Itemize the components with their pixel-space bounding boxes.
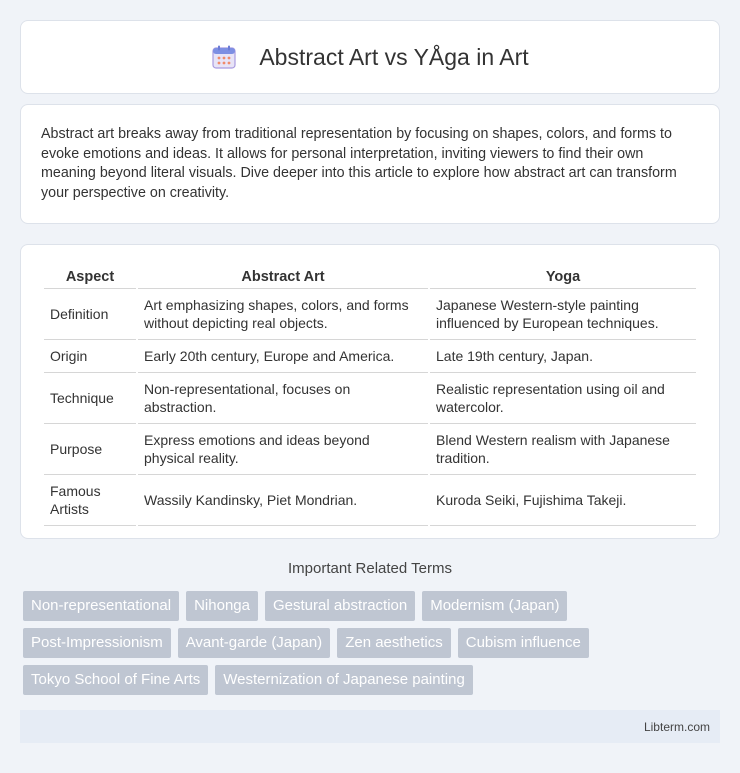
related-terms-tags (23, 591, 723, 702)
title-card (20, 20, 720, 94)
header-yoga: Yoga (430, 265, 696, 289)
row-abstract-art: Non-representational, focuses on abstraction. (138, 373, 428, 424)
row-yoga: Kuroda Seiki, Fujishima Takeji. (430, 475, 696, 526)
tag-item[interactable]: Nihonga (186, 591, 258, 621)
tag-item[interactable]: Cubism influence (458, 628, 589, 658)
page-title-text: Abstract Art vs YÅga in Art (259, 43, 529, 70)
tag-item[interactable]: Non-representational (23, 591, 179, 621)
footer-brand[interactable]: Libterm.com (643, 719, 710, 734)
table-row (44, 424, 696, 475)
tag-item[interactable]: Zen aesthetics (337, 628, 451, 658)
row-aspect: Famous Artists (44, 475, 136, 526)
row-aspect: Definition (44, 289, 136, 340)
table-header-row (44, 265, 696, 289)
calendar-icon (211, 44, 237, 70)
row-aspect: Origin (44, 340, 136, 373)
row-yoga: Realistic representation using oil and watercolor. (430, 373, 696, 424)
tag-item[interactable]: Westernization of Japanese painting (215, 665, 473, 695)
row-yoga: Japanese Western-style painting influenced by European techniques. (430, 289, 696, 340)
page-title (211, 44, 528, 71)
tag-item[interactable]: Tokyo School of Fine Arts (23, 665, 208, 695)
row-abstract-art: Express emotions and ideas beyond physical reality. (138, 424, 428, 475)
row-aspect: Purpose (44, 424, 136, 475)
row-yoga: Blend Western realism with Japanese tradition. (430, 424, 696, 475)
row-abstract-art: Art emphasizing shapes, colors, and forms without depicting real objects. (138, 289, 428, 340)
comparison-table (42, 265, 698, 526)
intro-text: Abstract art breaks away from traditional representation by focusing on shapes, colors, and forms to evoke emotions and ideas. It allows for personal interpretation, inviting viewers to find their own meaning beyond literal visuals. Dive deeper into this article to explore how abstract art can transform your perspective on creativity. (41, 126, 677, 201)
table-row (44, 289, 696, 340)
related-terms-title: Important Related Terms (288, 560, 452, 577)
header-aspect: Aspect (44, 265, 136, 289)
header-abstract-art: Abstract Art (138, 265, 428, 289)
tag-item[interactable]: Modernism (Japan) (422, 591, 567, 621)
footer (20, 710, 720, 743)
tag-item[interactable]: Gestural abstraction (265, 591, 415, 621)
row-abstract-art: Early 20th century, Europe and America. (138, 340, 428, 373)
row-aspect: Technique (44, 373, 136, 424)
tag-item[interactable]: Avant-garde (Japan) (178, 628, 330, 658)
tag-item[interactable]: Post-Impressionism (23, 628, 171, 658)
table-row (44, 475, 696, 526)
intro-card (20, 104, 720, 224)
table-row (44, 340, 696, 373)
comparison-card (20, 244, 720, 539)
row-yoga: Late 19th century, Japan. (430, 340, 696, 373)
table-row (44, 373, 696, 424)
row-abstract-art: Wassily Kandinsky, Piet Mondrian. (138, 475, 428, 526)
